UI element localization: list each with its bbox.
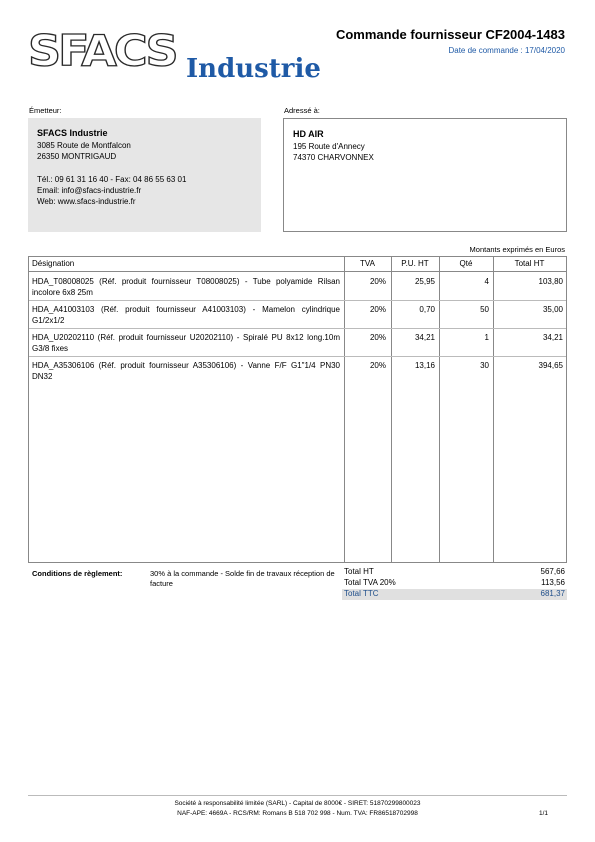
recipient-label: Adressé à:: [284, 106, 320, 115]
emitter-email: Email: info@sfacs-industrie.fr: [37, 186, 142, 195]
total-ttc-row: [342, 589, 567, 600]
recipient-address1: 195 Route d'Annecy: [293, 142, 365, 151]
row-pu: 0,70: [419, 305, 435, 314]
total-ht-label: Total HT: [344, 567, 374, 576]
emitter-box: [28, 118, 261, 232]
logo-brand: SFACS: [28, 26, 176, 76]
items-table: [28, 256, 567, 563]
row-tva: 20%: [369, 361, 386, 370]
col-header-designation: Désignation: [32, 259, 75, 268]
recipient-address2: 74370 CHARVONNEX: [293, 153, 374, 162]
emitter-name: SFACS Industrie: [37, 128, 108, 138]
footer-legal-line1: Société à responsabilité limitée (SARL) - Capital de 8000€ - SIRET: 51870299800023: [174, 800, 421, 807]
row-tva: 20%: [369, 305, 386, 314]
payment-conditions-label: Conditions de règlement:: [32, 569, 123, 578]
currency-note: Montants exprimés en Euros: [469, 245, 565, 254]
emitter-phone: Tél.: 09 61 31 16 40 - Fax: 04 86 55 63 01: [37, 175, 187, 184]
footer-divider: [28, 795, 567, 796]
total-tva-label: Total TVA 20%: [344, 578, 396, 587]
emitter-address2: 26350 MONTRIGAUD: [37, 152, 117, 161]
total-ttc-label: Total TTC: [344, 589, 379, 598]
total-ttc-value: 681,37: [540, 589, 565, 598]
col-header-total: Total HT: [514, 259, 545, 268]
row-total: 394,65: [538, 361, 563, 370]
row-tva: 20%: [369, 333, 386, 342]
row-qty: 30: [480, 361, 489, 370]
row-qty: 1: [484, 333, 489, 342]
footer-legal-line2: NAF-APE: 4669A - RCS/RM: Romans B 518 702 998 - Num. TVA: FR86518702998: [177, 810, 418, 817]
order-date: Date de commande : 17/04/2020: [448, 46, 565, 55]
row-total: 35,00: [542, 305, 563, 314]
row-total: 103,80: [538, 277, 563, 286]
row-designation: HDA_U20202110 (Réf. produit fournisseur U20202110) - Spiralé PU 8x12 long.10m G3/8 fixes: [32, 333, 340, 353]
row-tva: 20%: [369, 277, 386, 286]
document-title: Commande fournisseur CF2004-1483: [335, 27, 565, 42]
total-ht-value: 567,66: [540, 567, 565, 576]
row-qty: 4: [484, 277, 489, 286]
total-ht-row: [342, 567, 567, 578]
col-header-qty: Qté: [459, 259, 473, 268]
emitter-label: Émetteur:: [29, 106, 62, 115]
logo-subtitle: Industrie: [186, 54, 321, 84]
row-total: 34,21: [542, 333, 563, 342]
payment-conditions-text: 30% à la commande - Solde fin de travaux réception de facture: [150, 569, 335, 588]
col-header-pu: P.U. HT: [401, 259, 429, 268]
recipient-name: HD AIR: [293, 129, 324, 139]
total-tva-value: 113,56: [541, 578, 565, 587]
row-designation: HDA_A41003103 (Réf. produit fournisseur A41003103) - Mamelon cylindrique G1/2x1/2: [32, 305, 340, 325]
row-designation: HDA_A35306106 (Réf. produit fournisseur A35306106) - Vanne F/F G1"1/4 PN30 DN32: [32, 361, 340, 381]
row-pu: 13,16: [414, 361, 435, 370]
row-designation: HDA_T08008025 (Réf. produit fournisseur T08008025) - Tube polyamide Rilsan incolore 6x8 25m: [32, 277, 340, 297]
page-number: 1/1: [538, 810, 548, 817]
row-qty: 50: [480, 305, 489, 314]
recipient-box: [283, 118, 567, 232]
row-pu: 25,95: [414, 277, 435, 286]
col-header-tva: TVA: [360, 259, 375, 268]
emitter-web: Web: www.sfacs-industrie.fr: [37, 197, 136, 206]
total-tva-row: [342, 578, 567, 589]
emitter-address1: 3085 Route de Montfalcon: [37, 141, 131, 150]
row-pu: 34,21: [414, 333, 435, 342]
